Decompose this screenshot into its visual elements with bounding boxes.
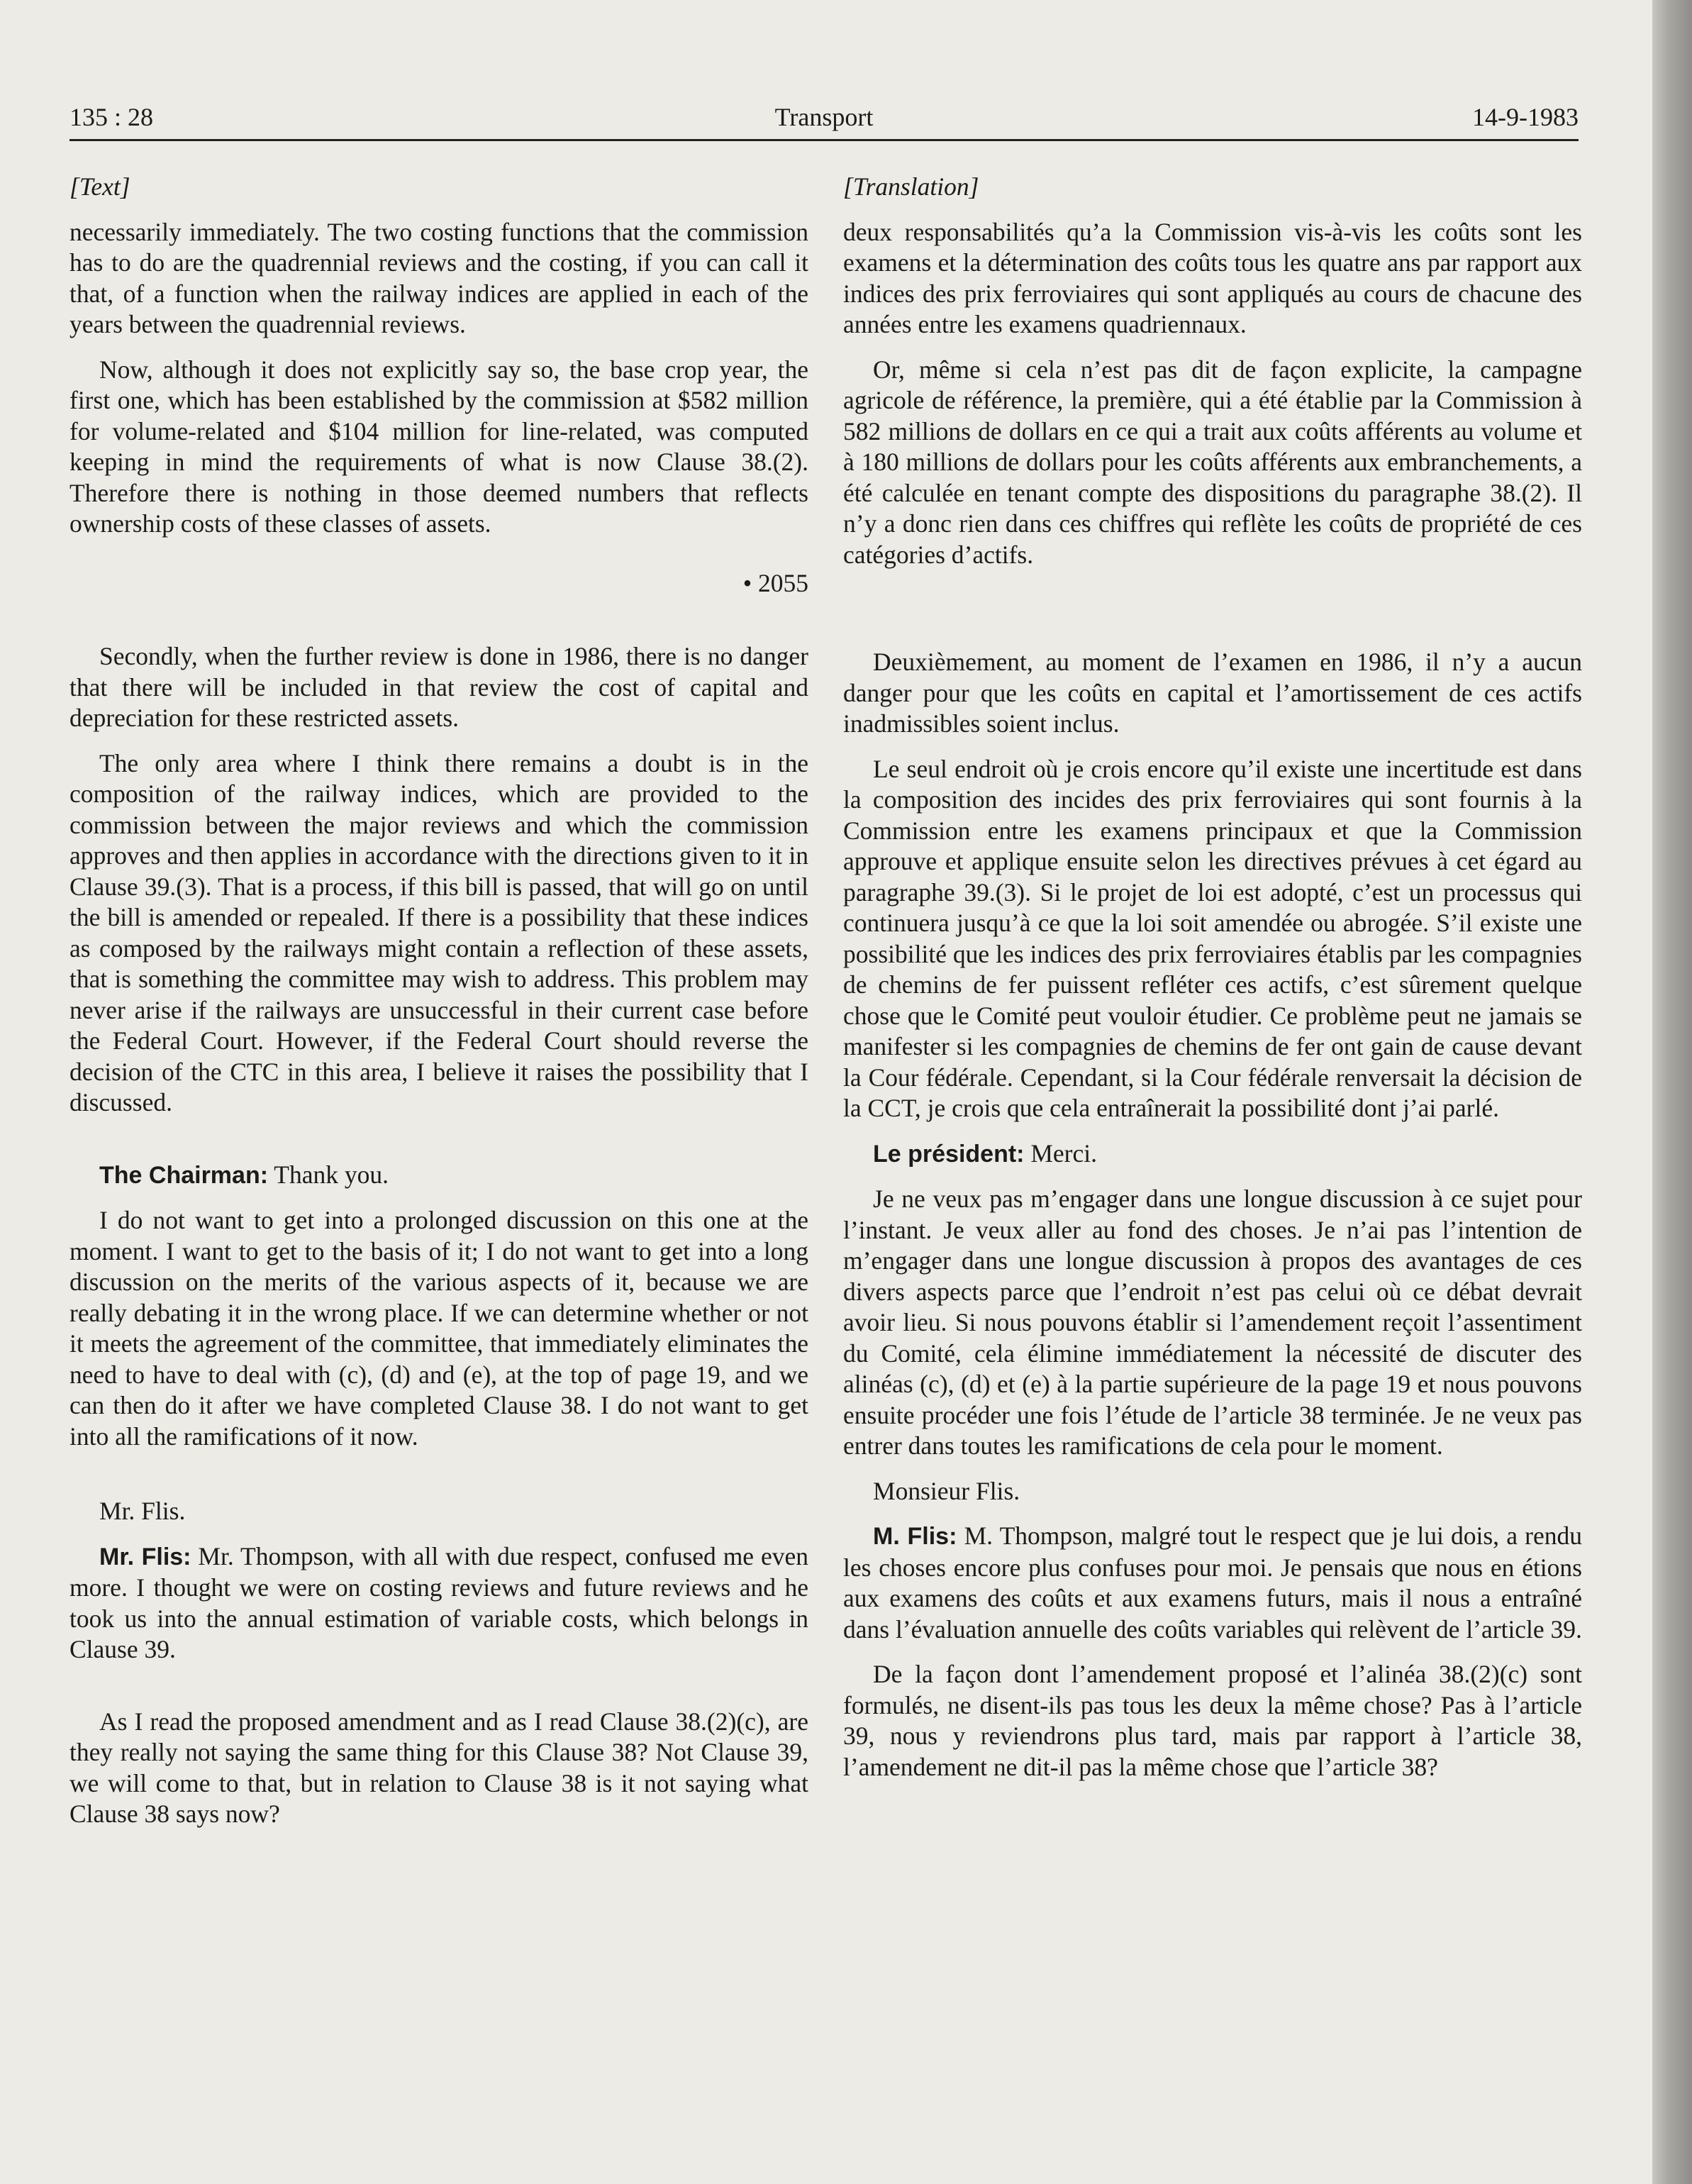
paragraph: Le seul endroit où je crois encore qu’il existe une incertitude est dans la composition des incides des prix ferroviaires qui sont fournis à la Commission entre les examens principaux et que la Commission approuve et applique ensuite selon les directives prévues à cet égard au paragraphe 39.(3). Si le projet de loi est adopté, c’est un processus qui continuera jusqu’à ce que la loi soit amendée ou abrogée. S’il existe une possibilité que les indices des prix ferroviaires établis par les compagnies de chemins de fer puissent refléter ces actifs, c’est sûrement quelque chose que le Comité peut vouloir étudier. Ce problème peut ne jamais se manifester si les compagnies de chemins de fer ont gain de cause devant la Cour fédérale. Cependant, si la Cour fédérale renversait la décision de la CCT, je crois que cela entraînerait la possibilité dont j’ai parlé. [843, 754, 1582, 1122]
header-title: Transport [774, 103, 874, 131]
tag-label: Translation [852, 172, 969, 201]
paragraph: I do not want to get into a prolonged discussion on this one at the moment. I want to get to the basis of it; I do not want to get into a long discussion on the merits of the various aspects of it, because we are really debating it in the wrong place. If we can determine whether or not it meets the agreement of the committee, that immediately eliminates the need to have to deal with (c), (d) and (e), at the top of page 19, and we can then do it after we have completed Clause 38. I do not want to get into all the ramifications of it now. [69, 1206, 808, 1451]
paragraph: deux responsabilités qu’a la Commission vis-à-vis les coûts sont les examens et la détermination des coûts tous les quatre ans par rapport aux indices des prix ferroviaires qui sont appliqués au cours de chacune des années entre les examens quadriennaux. [843, 217, 1582, 338]
header-date: 14-9-1983 [1472, 103, 1579, 131]
speaker-paragraph [843, 1521, 1582, 1645]
speaker-name: M. Flis: [873, 1523, 957, 1550]
speaker-paragraph [69, 1541, 808, 1665]
paragraph: As I read the proposed amendment and as I read Clause 38.(2)(c), are they really not saying the same thing for this Clause 38? Not Clause 39, we will come to that, but in relation to Clause 38 is it not saying what Clause 38 says now? [69, 1707, 808, 1828]
paragraph: Mr. Flis. [99, 1497, 186, 1525]
running-header [69, 99, 1579, 141]
paragraph: necessarily immediately. The two costing functions that the commission has to do are the quadrennial reviews and the costing, if you can call it that, of a function when the railway indices are applied in each of the years between the quadrennial reviews. [69, 217, 808, 338]
speech-text: Thank you. [268, 1160, 389, 1189]
tag-bracket-close: ] [120, 172, 130, 201]
english-column [69, 172, 808, 1844]
paragraph: Secondly, when the further review is done in 1986, there is no danger that there will be included in that review the cost of capital and depreciation for these restricted assets. [69, 642, 808, 732]
speaker-paragraph [843, 1138, 1582, 1170]
paragraph: Deuxièmement, au moment de l’examen en 1986, il n’y a aucun danger pour que les coûts en capital et l’amortissement de ces actifs inadmissibles soient inclus. [843, 648, 1582, 738]
french-column [843, 172, 1582, 1797]
paragraph: Monsieur Flis. [873, 1476, 1020, 1505]
speaker-name: Le président: [873, 1140, 1025, 1168]
speech-text: Merci. [1024, 1138, 1097, 1168]
tag-bracket-open: [ [69, 172, 79, 201]
tag-bracket-close: ] [969, 172, 979, 201]
page-number: 135 : 28 [69, 103, 154, 131]
paragraph: Or, même si cela n’est pas dit de façon explicite, la campagne agricole de référence, la première, qui a été établie par la Commission à 582 millions de dollars en ce qui a trait aux coûts afférents au volume et à 180 millions de dollars pour les coûts afférents aux embranchements, a été calculée en tenant compte des dispositions du paragraphe 38.(2). Il n’y a donc rien dans ces chiffres qui reflète les coûts de propriété de ces catégories d’actifs. [843, 355, 1582, 569]
speaker-name: The Chairman: [99, 1161, 269, 1189]
paragraph: Now, although it does not explicitly say so, the base crop year, the first one, which has been established by the commission at $582 million for volume-related and $104 million for line-related, was computed keeping in mind the requirements of what is now Clause 38.(2). Therefore there is nothing in those deemed numbers that reflects ownership costs of these classes of assets. [69, 355, 808, 538]
language-tag [843, 172, 1582, 203]
speech-text: M. Thompson, malgré tout le respect que je lui dois, a rendu les choses encore plus confuses pour moi. Je pensais que nous en étions aux examens des coûts et aux examens futurs, mais il nous a entraîné dans l’évaluation annuelle des coûts variables qui relèvent de l’article 39. [843, 1521, 1582, 1643]
speech-text: Mr. Thompson, with all with due respect, confused me even more. I thought we were on costing reviews and future reviews and he took us into the annual estimation of variable costs, which belongs in Clause 39. [69, 1541, 808, 1663]
page-edge-shadow [1652, 0, 1692, 2184]
tag-bracket-open: [ [843, 172, 853, 201]
time-marker: • 2055 [742, 568, 808, 597]
speaker-paragraph [69, 1160, 808, 1192]
speaker-name: Mr. Flis: [99, 1543, 191, 1570]
tag-label: Text [79, 172, 121, 201]
paragraph: De la façon dont l’amendement proposé et l’alinéa 38.(2)(c) sont formulés, ne disent-ils pas tous les deux la même chose? Pas à l’article 39, nous y reviendrons plus tard, mais par rapport à l’article 38, l’amendement ne dit-il pas la même chose que l’article 38? [843, 1660, 1582, 1781]
paragraph: The only area where I think there remains a doubt is in the composition of the railway indices, which are provided to the commission between the major reviews and which the commission approves and then applies in accordance with the directions given to it in Clause 39.(3). That is a process, if this bill is passed, that will go on until the bill is amended or repealed. If there is a possibility that these indices as composed by the railways might contain a reflection of these assets, that is something the committee may wish to address. This problem may never arise if the railways are unsuccessful in their current case before the Federal Court. However, if the Federal Court should reverse the decision of the CTC in this area, I believe it raises the possibility that I discussed. [69, 748, 808, 1116]
paragraph: Je ne veux pas m’engager dans une longue discussion à ce sujet pour l’instant. Je veux aller au fond des choses. Je n’ai pas l’intention de m’engager dans une longue discussion à propos des avantages de ces divers aspects parce que l’endroit n’est pas celui où ce débat devrait avoir lieu. Si nous pouvons établir si l’amendement reçoit l’assentiment du Comité, cela élimine immédiatement la nécessité de discuter des alinéas (c), (d) et (e) à la partie supérieure de la page 19 et nous pouvons ensuite procéder une fois l’étude de l’article 38 terminée. Je ne veux pas entrer dans toutes les ramifications de cela pour le moment. [843, 1185, 1582, 1460]
language-tag [69, 172, 808, 203]
